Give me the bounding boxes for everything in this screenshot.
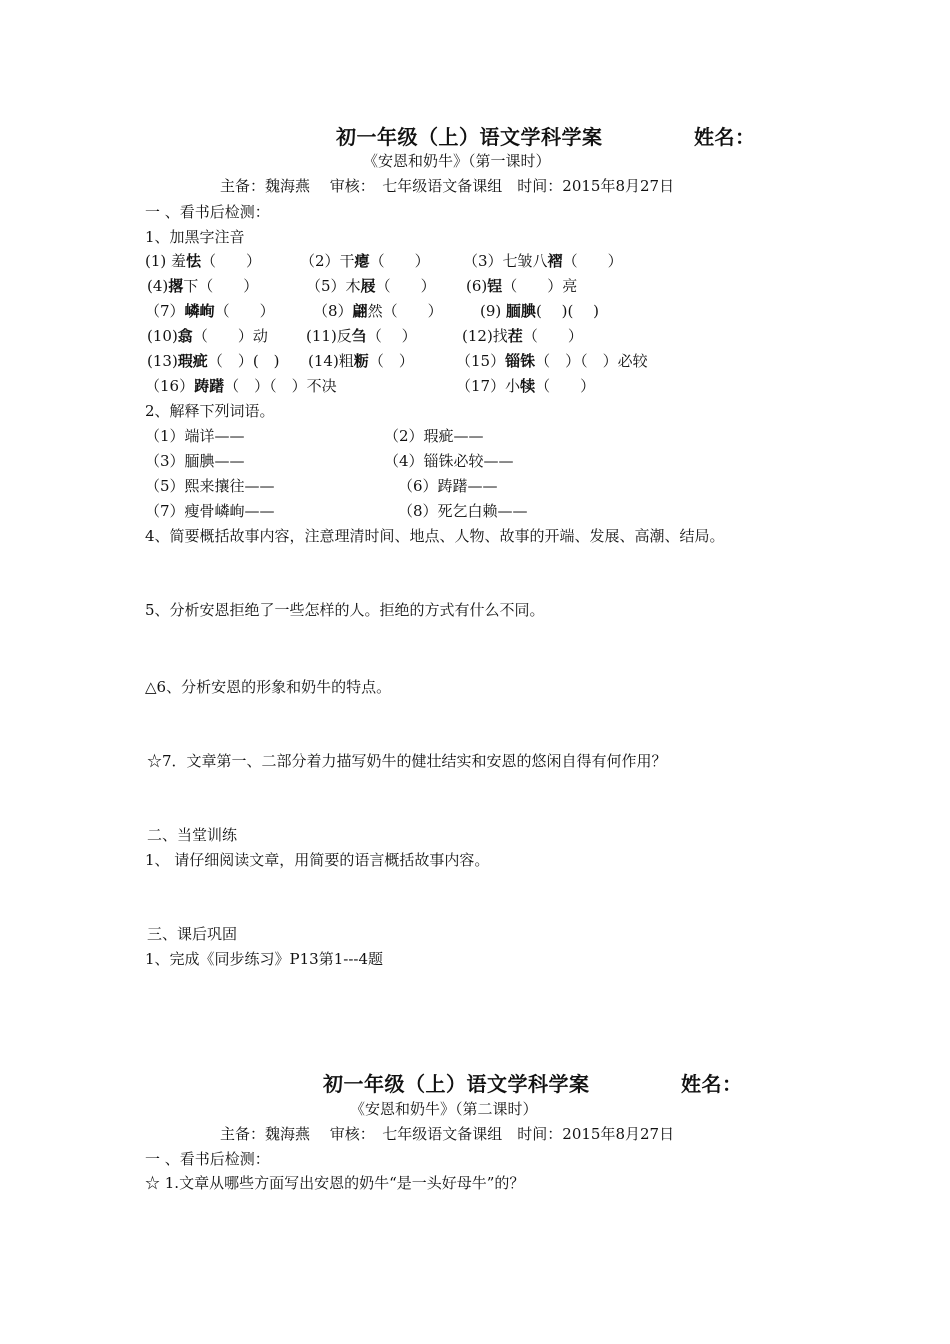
question-heading: 2、解释下列词语。 [145,402,275,420]
practice-question: 1、 请仔细阅读文章，用简要的语言概括故事内容。 [145,851,490,869]
pinyin-item: (6)锃（ ）亮 [466,277,578,295]
pinyin-item: （8）翩然（ ） [313,302,443,320]
section-heading: 二、当堂训练 [147,826,238,844]
pinyin-item: （17）小犊（ ） [456,377,596,395]
vocab-item: （6）踌躇—— [398,477,498,495]
pinyin-item: (4)撂下（ ） [147,277,259,295]
question-7: ☆7．文章第一、二部分着力描写奶牛的健壮结实和安恩的悠闲自得有何作用？ [147,752,667,770]
pinyin-item: （7）嶙峋（ ） [145,302,275,320]
vocab-item: （4）锱铢必较—— [384,452,514,470]
pinyin-item: (14)粗粝（ ） [308,352,414,370]
page-title: 初一年级（上）语文学科学案 [336,125,603,149]
name-label: 姓名： [694,125,756,149]
vocab-item: （1）端详—— [145,427,245,445]
pinyin-item: (12)找茬（ ） [462,327,583,345]
question-1: ☆ 1.文章从哪些方面写出安恩的奶牛“是一头好母牛”的？ [145,1174,525,1192]
section-heading: 一 、看书后检测： [145,203,270,221]
question-heading: 1、加黑字注音 [145,228,245,246]
vocab-item: （5）熙来攘往—— [145,477,275,495]
section-heading: 一 、看书后检测： [145,1150,270,1168]
pinyin-item: （5）木屐（ ） [306,277,436,295]
vocab-item: （2）瑕疵—— [384,427,484,445]
lesson-subtitle: 《安恩和奶牛》（第一课时） [363,152,551,170]
pinyin-item: （15）锱铢（ ）（ ）必较 [456,352,648,370]
pinyin-item: （16）踌躇（ ）（ ）不决 [145,377,337,395]
page-title: 初一年级（上）语文学科学案 [323,1072,590,1096]
pinyin-item: (10)翕（ ）动 [147,327,268,345]
meta-info: 主备：魏海燕 审核： 七年级语文备课组 时间：2015年8月27日 [220,1125,675,1143]
pinyin-item: (11)反刍（ ） [306,327,417,345]
meta-info: 主备：魏海燕 审核： 七年级语文备课组 时间：2015年8月27日 [220,177,675,195]
question-4: 4、简要概括故事内容，注意理清时间、地点、人物、故事的开端、发展、高潮、结局。 [145,527,725,545]
homework-item: 1、完成《同步练习》P13第1---4题 [145,950,384,968]
pinyin-item: (1) 羞怯（ ） [145,252,262,270]
vocab-item: （7）瘦骨嶙峋—— [145,502,275,520]
lesson-subtitle: 《安恩和奶牛》（第二课时） [350,1100,538,1118]
section-heading: 三、课后巩固 [147,925,238,943]
pinyin-item: (13)瑕疵（ ）( ) [147,352,280,370]
name-label: 姓名： [681,1072,743,1096]
pinyin-item: （3）七皱八褶（ ） [463,252,623,270]
vocab-item: （3）腼腆—— [145,452,245,470]
question-5: 5、分析安恩拒绝了一些怎样的人。拒绝的方式有什么不同。 [145,601,545,619]
pinyin-item: （2）干瘪（ ） [300,252,430,270]
vocab-item: （8）死乞白赖—— [398,502,528,520]
question-6: △6、分析安恩的形象和奶牛的特点。 [145,678,392,696]
pinyin-item: (9) 腼腆( )( ) [480,302,599,320]
